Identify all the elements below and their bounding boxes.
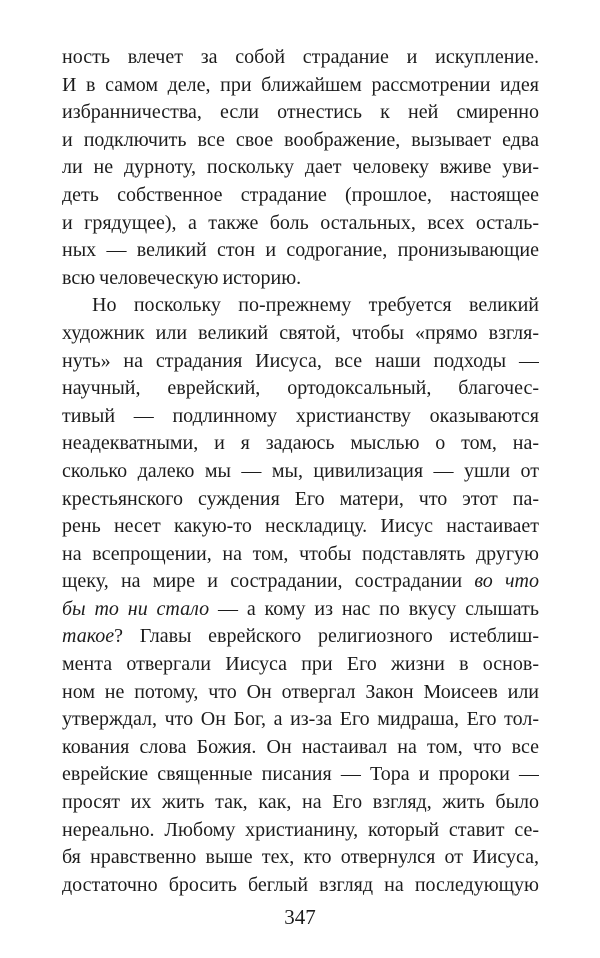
text-line <box>62 403 539 431</box>
text-segment: ном не потому, что Он отвергал Закон Моисеев или <box>62 680 539 703</box>
text-segment: просят их жить так, как, на Его взгляд, жить было <box>62 791 539 814</box>
text-line <box>62 237 539 265</box>
text-line <box>62 182 539 210</box>
text-segment: нереально. Любому христианину, который ставит се- <box>62 818 539 841</box>
text-segment: рень несет какую-то нескладицу. Иисус настаивает <box>62 515 539 538</box>
text-line <box>62 734 539 762</box>
italic-text-segment: во что <box>474 570 539 593</box>
text-line <box>62 651 539 679</box>
text-segment: бя нравственно выше тех, кто отвернулся от Иисуса, <box>62 846 539 869</box>
text-line <box>62 761 539 789</box>
text-segment: ность влечет за собой страдание и искупление. <box>62 46 539 68</box>
text-line <box>62 375 539 403</box>
text-line <box>62 706 539 734</box>
text-line <box>62 210 539 238</box>
text-line <box>62 513 539 541</box>
text-line <box>62 872 539 900</box>
text-segment: художник или великий святой, чтобы «прямо взгля- <box>62 321 539 344</box>
text-line <box>62 789 539 817</box>
text-line <box>62 292 539 320</box>
text-segment: щеку, на мире и сострадании, сострадании <box>62 570 475 593</box>
text-segment: деть собственное страдание (прошлое, настоящее <box>62 183 539 206</box>
text-line <box>62 844 539 872</box>
text-line <box>62 99 539 127</box>
text-line <box>62 486 539 514</box>
text-line <box>62 154 539 182</box>
text-segment: избранничества, если отнестись к ней смиренно <box>62 101 539 124</box>
text-block <box>62 44 539 899</box>
text-segment: нуть» на страдания Иисуса, все наши подходы — <box>62 349 539 372</box>
text-segment: — а кому из нас по вкусу слышать <box>209 597 539 620</box>
text-segment: крестьянского суждения Его матери, что этот па- <box>62 487 539 510</box>
text-segment: тивый — подлинному христианству оказываются <box>62 404 539 427</box>
text-segment: кования слова Божия. Он настаивал на том, что все <box>62 735 539 758</box>
text-line <box>62 541 539 569</box>
text-line <box>62 568 539 596</box>
text-line <box>62 679 539 707</box>
text-segment: еврейские священные писания — Тора и пророки — <box>62 763 539 786</box>
text-line <box>62 265 539 293</box>
text-line <box>62 348 539 376</box>
text-line <box>62 44 539 72</box>
italic-text-segment: такое <box>62 625 115 648</box>
text-segment: И в самом деле, при ближайшем рассмотрении идея <box>62 73 539 96</box>
text-segment: сколько далеко мы — мы, цивилизация — ушли от <box>62 459 539 482</box>
text-line <box>62 817 539 845</box>
text-segment: ли не дурноту, поскольку дает человеку вживе уви- <box>62 156 539 179</box>
text-line <box>62 458 539 486</box>
text-segment: и грядущее), а также боль остальных, всех осталь- <box>62 211 539 234</box>
text-line <box>62 320 539 348</box>
text-segment: неадекватными, и я задаюсь мыслью о том, на- <box>62 432 539 455</box>
text-segment: научный, еврейский, ортодоксальный, благочес- <box>62 377 539 400</box>
text-segment: Но поскольку по-прежнему требуется великий <box>92 294 539 317</box>
text-segment: на всепрощении, на том, чтобы подставлять другую <box>62 542 539 565</box>
text-segment: всю человеческую историю. <box>62 266 302 289</box>
text-segment: достаточно бросить беглый взгляд на последующую <box>62 873 539 896</box>
text-line <box>62 72 539 100</box>
italic-text-segment: бы то ни стало <box>62 597 210 620</box>
text-segment: мента отвергали Иисуса при Его жизни в основ- <box>62 653 539 676</box>
text-line <box>62 127 539 155</box>
text-line <box>62 430 539 458</box>
text-line <box>62 623 539 651</box>
text-segment: ных — великий стон и содрогание, пронизывающие <box>62 239 539 262</box>
text-segment: ? Главы еврейского религиозного истеблиш- <box>114 625 539 648</box>
text-segment: и подключить все свое воображение, вызывает едва <box>62 128 539 151</box>
text-segment: утверждал, что Он Бог, а из-за Его мидраша, Его тол- <box>62 708 539 731</box>
text-line <box>62 596 539 624</box>
page-number: 347 <box>284 905 316 929</box>
